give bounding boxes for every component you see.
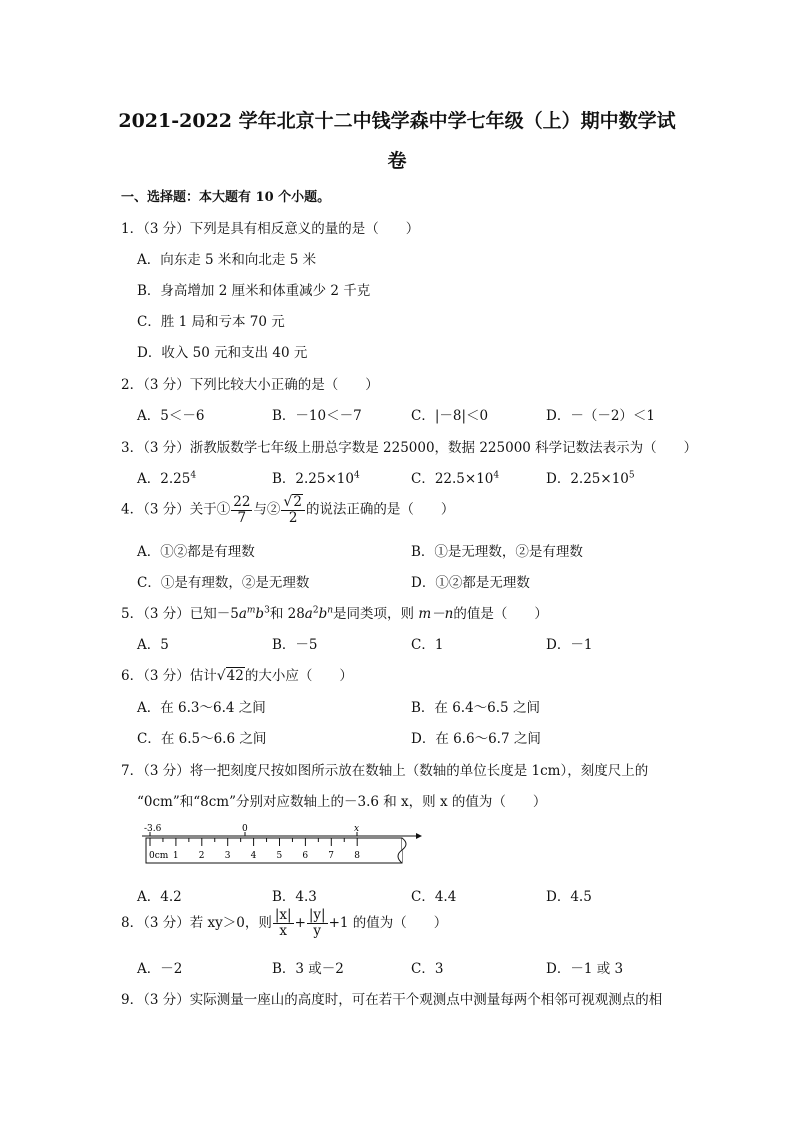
document-title-line1: 2021-2022 学年北京十二中钱学森中学七年级（上）期中数学试 [118, 110, 676, 132]
question-1-stem: 1．（3 分）下列是具有相反意义的量的是（ ） [121, 221, 420, 237]
question-4-stem: 4．（3 分）关于① $\frac{22}{7}$ 与② $\frac{√2}{2}$ 的说法正确的是（ ） [121, 493, 455, 526]
question-5-option-a: A．5 [137, 637, 169, 653]
question-7-stem-line2: “0cm”和“8cm”分别对应数轴上的－3.6 和 x，则 x 的值为（ ） [137, 794, 547, 810]
question-1-option-b: B．身高增加 2 厘米和体重减少 2 千克 [137, 283, 371, 299]
question-3-option-a: A．2.25$^4$ [137, 470, 197, 487]
axis-ticks [150, 832, 357, 836]
ruler-label-4: 4 [250, 851, 257, 861]
question-2-option-b: B．－10＜－7 [272, 408, 362, 424]
question-7-stem-line1: 7．（3 分）将一把刻度尺按如图所示放在数轴上（数轴的单位长度是 1cm），刻度尺上的 [121, 763, 649, 779]
fraction-sqrt2-over-2: $\frac{√2}{2}$ [281, 494, 305, 526]
question-7-option-d: D．4.5 [546, 889, 592, 905]
fraction-abs-y-over-y: $\frac{|y|}{y}$ [308, 907, 326, 939]
question-5-stem: 5．（3 分）已知$-5a^mb^3$和 $28a^2b^n$是同类项，则 m－n的值是（ ） [121, 605, 548, 622]
ruler-label-1: 1 [172, 851, 179, 861]
question-2-option-d: D．－（－2）＜1 [546, 408, 656, 424]
section-heading: 一、选择题：本大题有 10 个小题。 [121, 190, 331, 205]
question-5-option-c: C．1 [411, 637, 444, 653]
question-8-option-a: A．－2 [137, 961, 183, 977]
axis-label-x: x [354, 824, 360, 834]
question-5-option-b: B．－5 [272, 637, 318, 653]
question-4-option-c: C．①是有理数，②是无理数 [137, 575, 310, 591]
question-6-option-b: B．在 6.4～6.5 之间 [411, 700, 540, 716]
question-3-option-d: D．$2.25\times 10^5$ [546, 470, 635, 487]
question-4-option-a: A．①②都是有理数 [137, 544, 255, 560]
axis-label-zero: 0 [242, 824, 248, 834]
ruler-label-6: 6 [302, 851, 309, 861]
question-1-option-a: A．向东走 5 米和向北走 5 米 [137, 252, 317, 268]
fraction-22-over-7: $\frac{22}{7}$ [233, 493, 251, 526]
question-4-option-b: B．①是无理数，②是有理数 [411, 544, 583, 560]
ruler-label-3: 3 [224, 851, 231, 861]
document-title-line2: 卷 [387, 150, 407, 172]
question-2-stem: 2．（3 分）下列比较大小正确的是（ ） [121, 377, 379, 393]
ruler-label-2: 2 [198, 851, 205, 861]
question-1-option-d: D．收入 50 元和支出 40 元 [137, 345, 308, 361]
ruler-label-5: 5 [276, 851, 283, 861]
question-3-option-b: B．$2.25\times 10^4$ [272, 470, 360, 487]
question-6-stem: 6．（3 分）估计√42的大小应（ ） [121, 668, 353, 684]
question-7-option-b: B．4.3 [272, 889, 317, 905]
question-3-option-c: C．$22.5\times 10^4$ [411, 470, 500, 487]
question-7-option-a: A．4.2 [137, 889, 182, 905]
ruler-ticks [150, 838, 357, 846]
ruler-label-7: 7 [328, 851, 335, 861]
fraction-abs-x-over-x: $\frac{|x|}{x}$ [274, 907, 292, 939]
question-3-stem: 3．（3 分）浙教版数学七年级上册总字数是 225000，数据 225000 科学记数法表示为（ ） [121, 440, 698, 456]
ruler-break-mark [398, 838, 406, 863]
question-8-option-b: B．3 或－2 [272, 961, 344, 977]
question-8-stem: 8．（3 分）若 xy＞0，则 $\frac{|x|}{x}$ + $\frac{|y|}{y}$ +1 的值为（ ） [121, 907, 448, 939]
question-1-option-c: C．胜 1 局和亏本 70 元 [137, 314, 285, 330]
question-7-option-c: C．4.4 [411, 889, 457, 905]
question-8-option-d: D．－1 或 3 [546, 961, 624, 977]
ruler-labels [149, 851, 360, 861]
question-2-option-a: A．5＜－6 [137, 408, 205, 424]
axis-label-minus-3-6: -3.6 [144, 824, 162, 834]
question-6-option-d: D．在 6.6～6.7 之间 [411, 731, 541, 747]
number-line-ruler-figure [140, 820, 430, 870]
question-6-option-a: A．在 6.3～6.4 之间 [137, 700, 266, 716]
ruler-body [146, 838, 402, 863]
question-8-option-c: C．3 [411, 961, 444, 977]
ruler-label-8: 8 [354, 851, 360, 861]
question-6-option-c: C．在 6.5～6.6 之间 [137, 731, 267, 747]
question-5-option-d: D．－1 [546, 637, 593, 653]
ruler-label-0cm: 0cm [149, 851, 169, 861]
question-2-option-c: C．|－8|＜0 [411, 408, 489, 424]
question-9-stem: 9．（3 分）实际测量一座山的高度时，可在若干个观测点中测量每两个相邻可视观测点的相 [121, 992, 663, 1008]
question-4-option-d: D．①②都是无理数 [411, 575, 530, 591]
